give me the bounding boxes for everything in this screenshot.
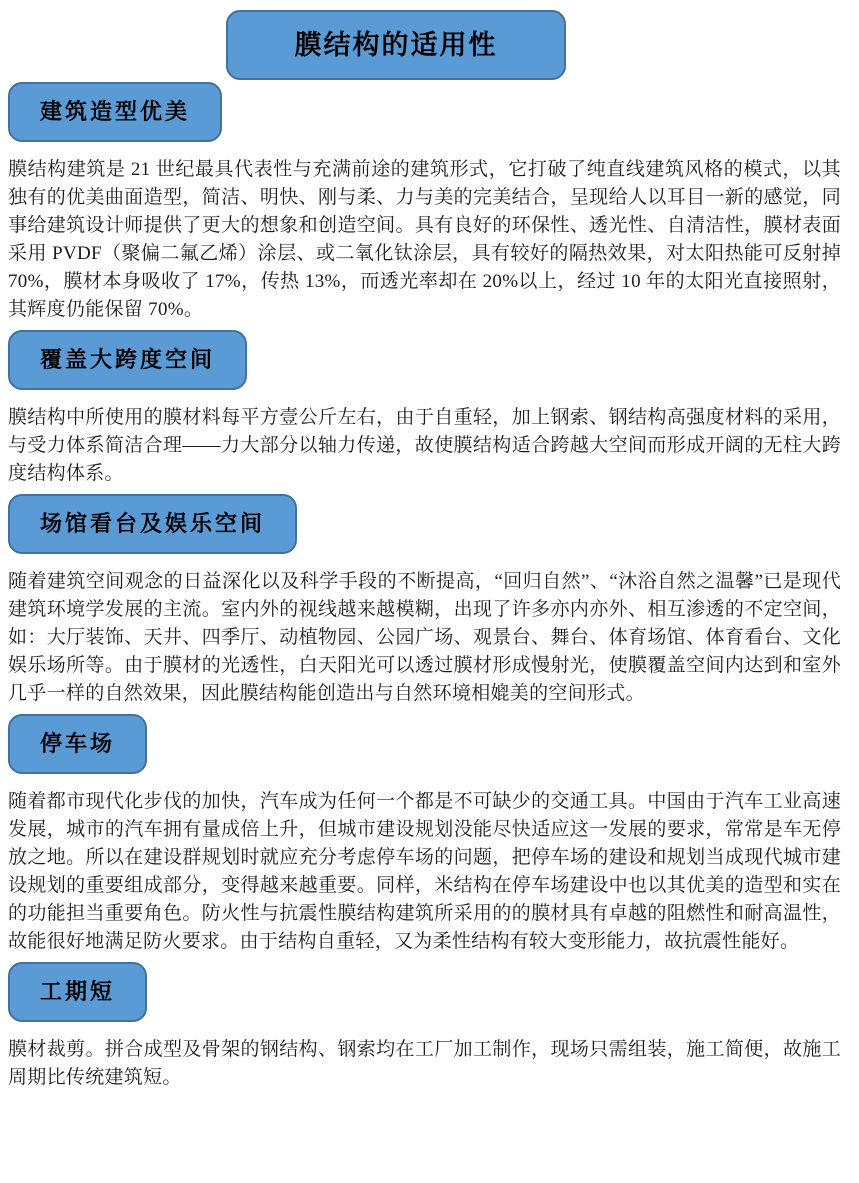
section-venues-entertainment: [0, 492, 859, 708]
section-short-construction-period: [0, 960, 859, 1092]
section-body-beautiful-form: 膜结构建筑是 21 世纪最具代表性与充满前途的建筑形式，它打破了纯直线建筑风格的模式，以其独有的优美曲面造型，简洁、明快、刚与柔、力与美的完美结合，呈现给人以耳目一新的感觉，同事给建筑设计师提供了更大的想象和创造空间。具有良好的环保性、透光性、自清洁性，膜材表面采用 PVDF（聚偏二氟乙烯）涂层、或二氧化钛涂层，具有较好的隔热效果，对太阳热能可反射掉 70%，膜材本身吸收了 17%，传热 13%，而透光率却在 20%以上，经过 10 年的太阳光直接照射，其辉度仍能保留 70%。: [8, 159, 841, 320]
section-beautiful-form: [0, 80, 859, 324]
section-heading-large-span: 覆盖大跨度空间: [8, 330, 247, 390]
section-heading-venues-entertainment: 场馆看台及娱乐空间: [8, 494, 297, 554]
section-body-venues-entertainment: 随着建筑空间观念的日益深化以及科学手段的不断提高，“回归自然”、“沐浴自然之温馨”已是现代建筑环境学发展的主流。室内外的视线越来越模糊，出现了许多亦内亦外、相互渗透的不定空间，如：大厅装饰、天井、四季厅、动植物园、公园广场、观景台、舞台、体育场馆、体育看台、文化娱乐场所等。由于膜材的光透性，白天阳光可以透过膜材形成慢射光，使膜覆盖空间内达到和室外几乎一样的自然效果，因此膜结构能创造出与自然环境相媲美的空间形式。: [8, 571, 841, 704]
section-heading-parking-lot: 停车场: [8, 714, 147, 774]
document-title-banner: 膜结构的适用性: [226, 10, 566, 80]
section-heading-short-construction-period: 工期短: [8, 962, 147, 1022]
section-heading-beautiful-form: 建筑造型优美: [8, 82, 222, 142]
section-parking-lot: [0, 712, 859, 956]
section-large-span: [0, 328, 859, 488]
section-body-parking-lot: 随着都市现代化步伐的加快，汽车成为任何一个都是不可缺少的交通工具。中国由于汽车工业高速发展，城市的汽车拥有量成倍上升，但城市建设规划没能尽快适应这一发展的要求，常常是车无停放之地。所以在建设群规划时就应充分考虑停车场的问题，把停车场的建设和规划当成现代城市建设规划的重要组成部分，变得越来越重要。同样，米结构在停车场建设中也以其优美的造型和实在的功能担当重要角色。防火性与抗震性膜结构建筑所采用的的膜材具有卓越的阻燃性和耐高温性，故能很好地满足防火要求。由于结构自重轻，又为柔性结构有较大变形能力，故抗震性能好。: [8, 791, 841, 952]
section-body-large-span: 膜结构中所使用的膜材料每平方壹公斤左右，由于自重轻，加上钢索、钢结构高强度材料的采用，与受力体系简洁合理——力大部分以轴力传递，故使膜结构适合跨越大空间而形成开阔的无柱大跨度结构体系。: [8, 407, 841, 484]
section-body-short-construction-period: 膜材裁剪。拼合成型及骨架的钢结构、钢索均在工厂加工制作，现场只需组装，施工简便，故施工周期比传统建筑短。: [8, 1039, 841, 1088]
